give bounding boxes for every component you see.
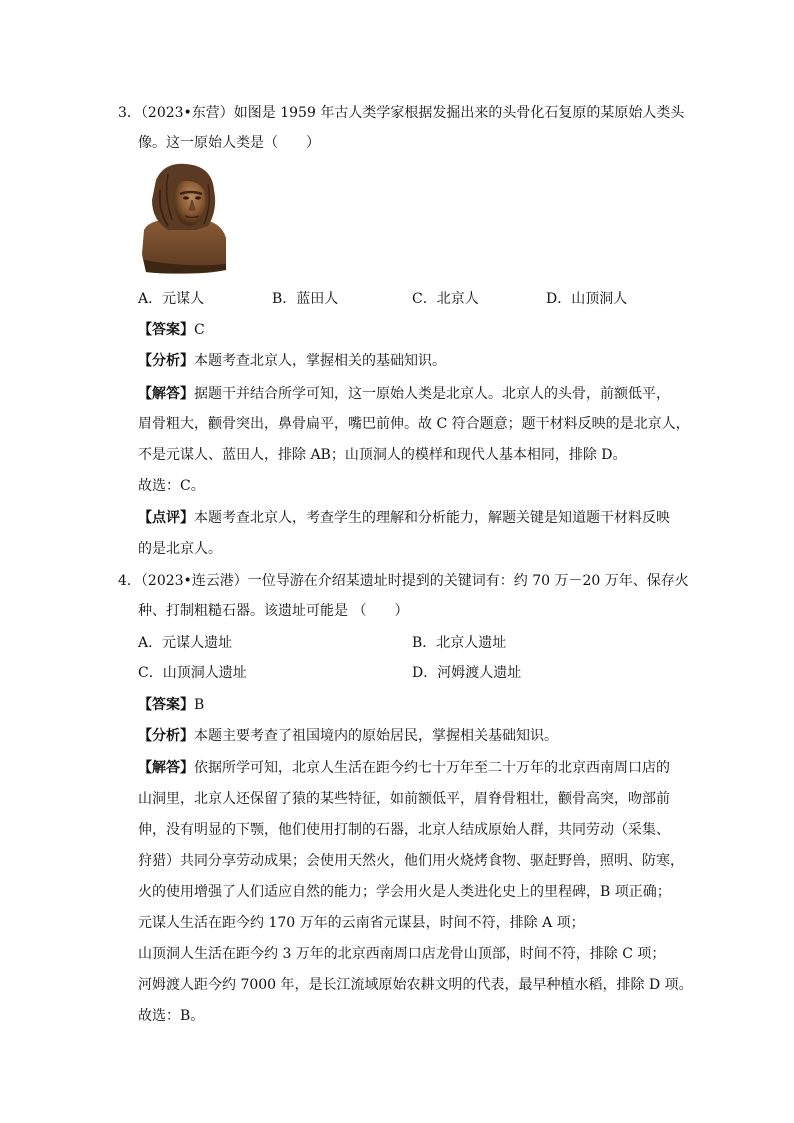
q4-option-b: B．北京人遗址 bbox=[412, 635, 507, 651]
solution-tag: 【解答】 bbox=[138, 760, 194, 776]
q4-solution-line1 bbox=[138, 758, 678, 778]
q4-stem-line2: 种、打制粗糙石器。该遗址可能是 （ ） bbox=[138, 603, 409, 619]
q3-choice: 故选：C。 bbox=[138, 478, 205, 494]
q4-solution-line6: 元谋人生活在距今约 170 万年的云南省元谋县，时间不符，排除 A 项； bbox=[138, 915, 585, 931]
q3-stem-line1: 3．（2023•东营）如图是 1959 年古人类学家根据发掘出来的头骨化石复原的某原始人类头 bbox=[118, 105, 685, 121]
q3-comment-line2: 的是北京人。 bbox=[138, 541, 222, 557]
q4-solution-line5: 火的使用增强了人们适应自然的能力；学会用火是人类进化史上的里程碑，B 项正确； bbox=[138, 884, 671, 900]
q3-answer bbox=[138, 320, 678, 340]
q3-analysis bbox=[138, 351, 678, 371]
analysis-text: 本题考查北京人，掌握相关的基础知识。 bbox=[194, 353, 446, 369]
q3-stem-line2: 像。这一原始人类是（ ） bbox=[138, 135, 320, 151]
analysis-text: 本题主要考查了祖国境内的原始居民，掌握相关基础知识。 bbox=[194, 728, 558, 744]
solution-text: 依据所学可知，北京人生活在距今约七十万年至二十万年的北京西南周口店的 bbox=[194, 760, 670, 776]
q4-stem-line1: 4．（2023•连云港）一位导游在介绍某遗址时提到的关键词有：约 70 万－20 万年、保存火 bbox=[118, 573, 689, 589]
q4-analysis bbox=[138, 726, 678, 746]
solution-tag: 【解答】 bbox=[138, 386, 194, 402]
answer-tag: 【答案】 bbox=[138, 697, 194, 713]
q3-option-c: C．北京人 bbox=[412, 291, 479, 307]
q4-option-a: A．元谋人遗址 bbox=[138, 635, 233, 651]
answer-value: C bbox=[194, 322, 205, 338]
q3-option-a: A．元谋人 bbox=[138, 291, 205, 307]
comment-tag: 【点评】 bbox=[138, 510, 194, 526]
q3-solution-line2: 眉骨粗大，颧骨突出，鼻骨扁平，嘴巴前伸。故 C 符合题意；题干材料反映的是北京人， bbox=[138, 416, 690, 432]
q4-solution-line2: 山洞里，北京人还保留了猿的某些特征，如前额低平，眉脊骨粗壮，颧骨高突，吻部前 bbox=[138, 791, 670, 807]
q4-option-d: D．河姆渡人遗址 bbox=[412, 665, 522, 681]
comment-text: 本题考查北京人，考查学生的理解和分析能力，解题关键是知道题干材料反映 bbox=[194, 510, 670, 526]
analysis-tag: 【分析】 bbox=[138, 728, 194, 744]
q4-option-c: C．山顶洞人遗址 bbox=[138, 665, 247, 681]
answer-tag: 【答案】 bbox=[138, 322, 194, 338]
analysis-tag: 【分析】 bbox=[138, 353, 194, 369]
answer-value: B bbox=[194, 697, 205, 713]
q3-comment-line1 bbox=[138, 508, 678, 528]
q3-solution-line3: 不是元谋人、蓝田人，排除 AB；山顶洞人的模样和现代人基本相同，排除 D。 bbox=[138, 447, 627, 463]
hominid-bust-image bbox=[138, 160, 230, 276]
q4-solution-line7: 山顶洞人生活在距今约 3 万年的北京西南周口店龙骨山顶部，时间不符，排除 C 项； bbox=[138, 946, 666, 962]
q4-solution-line8: 河姆渡人距今约 7000 年，是长江流域原始农耕文明的代表，最早种植水稻，排除 D 项。 bbox=[138, 977, 693, 993]
q4-answer bbox=[138, 695, 678, 715]
q4-solution-line4: 狩猎）共同分享劳动成果；会使用天然火，他们用火烧烤食物、驱赶野兽，照明、防寒， bbox=[138, 853, 684, 869]
q4-solution-line3: 伸，没有明显的下颚，他们使用打制的石器，北京人结成原始人群，共同劳动（采集、 bbox=[138, 822, 670, 838]
solution-text: 据题干并结合所学可知，这一原始人类是北京人。北京人的头骨，前额低平， bbox=[194, 386, 670, 402]
q3-solution-line1 bbox=[138, 384, 678, 404]
q3-option-d: D．山顶洞人 bbox=[546, 291, 628, 307]
q3-option-b: B．蓝田人 bbox=[272, 291, 339, 307]
q4-choice: 故选：B。 bbox=[138, 1008, 205, 1024]
